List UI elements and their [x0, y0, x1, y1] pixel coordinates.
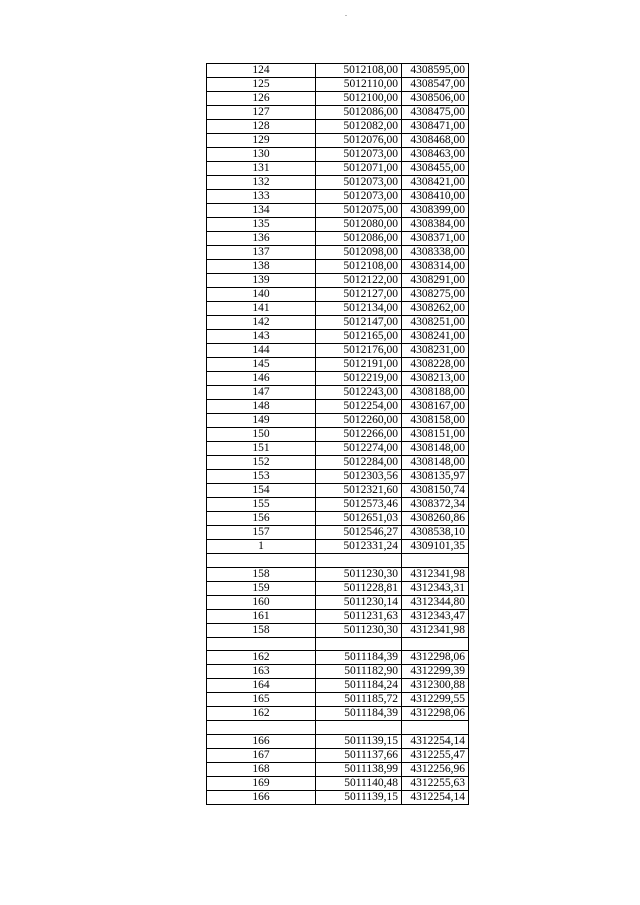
x-coordinate-cell: 5012086,00 [316, 232, 402, 246]
point-number-cell: 147 [207, 386, 316, 400]
point-number-cell: 138 [207, 260, 316, 274]
table-row [207, 358, 469, 372]
y-coordinate-cell: 4312298,06 [402, 651, 469, 665]
point-number-cell: 168 [207, 763, 316, 777]
y-coordinate-cell: 4308595,00 [402, 64, 469, 78]
point-number-cell: 139 [207, 274, 316, 288]
point-number-cell: 155 [207, 498, 316, 512]
x-coordinate-cell: 5012108,00 [316, 260, 402, 274]
table-row [207, 540, 469, 554]
x-coordinate-cell: 5011231,63 [316, 609, 402, 623]
y-coordinate-cell: 4312254,14 [402, 735, 469, 749]
table-row [207, 386, 469, 400]
table-row [207, 623, 469, 637]
coordinates-table [206, 63, 469, 805]
x-coordinate-cell: 5011184,39 [316, 651, 402, 665]
x-coordinate-cell: 5012191,00 [316, 358, 402, 372]
point-number-cell: 162 [207, 651, 316, 665]
point-number-cell: 164 [207, 679, 316, 693]
point-number-cell [207, 554, 316, 568]
point-number-cell: 150 [207, 428, 316, 442]
x-coordinate-cell: 5011185,72 [316, 693, 402, 707]
table-row [207, 148, 469, 162]
point-number-cell: 165 [207, 693, 316, 707]
y-coordinate-cell: 4312344,80 [402, 595, 469, 609]
table-row [207, 330, 469, 344]
point-number-cell: 142 [207, 316, 316, 330]
x-coordinate-cell: 5012110,00 [316, 78, 402, 92]
y-coordinate-cell: 4308384,00 [402, 218, 469, 232]
table-row [207, 176, 469, 190]
table-row [207, 595, 469, 609]
y-coordinate-cell: 4308188,00 [402, 386, 469, 400]
table-row [207, 162, 469, 176]
x-coordinate-cell: 5011139,15 [316, 791, 402, 805]
y-coordinate-cell: 4308262,00 [402, 302, 469, 316]
y-coordinate-cell: 4308475,00 [402, 106, 469, 120]
x-coordinate-cell: 5011230,30 [316, 567, 402, 581]
x-coordinate-cell: 5012165,00 [316, 330, 402, 344]
point-number-cell: 135 [207, 218, 316, 232]
x-coordinate-cell: 5012073,00 [316, 190, 402, 204]
x-coordinate-cell: 5012098,00 [316, 246, 402, 260]
x-coordinate-cell: 5012176,00 [316, 344, 402, 358]
y-coordinate-cell: 4308463,00 [402, 148, 469, 162]
point-number-cell: 140 [207, 288, 316, 302]
table-row [207, 470, 469, 484]
x-coordinate-cell: 5012108,00 [316, 64, 402, 78]
table-row [207, 232, 469, 246]
point-number-cell: 157 [207, 526, 316, 540]
table-row [207, 218, 469, 232]
point-number-cell: 156 [207, 512, 316, 526]
table-row [207, 64, 469, 78]
x-coordinate-cell: 5012274,00 [316, 442, 402, 456]
y-coordinate-cell: 4308314,00 [402, 260, 469, 274]
point-number-cell: 154 [207, 484, 316, 498]
point-number-cell: 134 [207, 204, 316, 218]
table-row [207, 442, 469, 456]
point-number-cell: 1 [207, 540, 316, 554]
table-row [207, 456, 469, 470]
point-number-cell: 163 [207, 665, 316, 679]
point-number-cell: 151 [207, 442, 316, 456]
table-row [207, 581, 469, 595]
x-coordinate-cell: 5011182,90 [316, 665, 402, 679]
table-row [207, 302, 469, 316]
point-number-cell: 166 [207, 791, 316, 805]
table-row [207, 204, 469, 218]
point-number-cell: 132 [207, 176, 316, 190]
table-row [207, 106, 469, 120]
point-number-cell: 144 [207, 344, 316, 358]
x-coordinate-cell: 5012546,27 [316, 526, 402, 540]
x-coordinate-cell: 5011137,66 [316, 749, 402, 763]
point-number-cell: 162 [207, 707, 316, 721]
y-coordinate-cell: 4308150,74 [402, 484, 469, 498]
x-coordinate-cell: 5011230,30 [316, 623, 402, 637]
y-coordinate-cell [402, 554, 469, 568]
x-coordinate-cell: 5012073,00 [316, 148, 402, 162]
point-number-cell: 145 [207, 358, 316, 372]
y-coordinate-cell: 4308251,00 [402, 316, 469, 330]
table-row [207, 400, 469, 414]
x-coordinate-cell: 5012134,00 [316, 302, 402, 316]
table-row [207, 120, 469, 134]
point-number-cell [207, 637, 316, 651]
point-number-cell: 149 [207, 414, 316, 428]
x-coordinate-cell: 5011138,99 [316, 763, 402, 777]
table-row [207, 609, 469, 623]
table-row [207, 777, 469, 791]
y-coordinate-cell: 4312300,88 [402, 679, 469, 693]
scan-speck [345, 15, 347, 16]
point-number-cell: 152 [207, 456, 316, 470]
y-coordinate-cell: 4308421,00 [402, 176, 469, 190]
x-coordinate-cell: 5012122,00 [316, 274, 402, 288]
x-coordinate-cell [316, 637, 402, 651]
y-coordinate-cell: 4308468,00 [402, 134, 469, 148]
point-number-cell: 130 [207, 148, 316, 162]
table-row [207, 134, 469, 148]
y-coordinate-cell: 4308148,00 [402, 456, 469, 470]
table-row [207, 554, 469, 568]
x-coordinate-cell: 5012651,03 [316, 512, 402, 526]
y-coordinate-cell: 4308410,00 [402, 190, 469, 204]
point-number-cell: 141 [207, 302, 316, 316]
coordinates-table-body [207, 64, 469, 805]
y-coordinate-cell: 4308471,00 [402, 120, 469, 134]
x-coordinate-cell: 5012321,60 [316, 484, 402, 498]
x-coordinate-cell: 5012075,00 [316, 204, 402, 218]
x-coordinate-cell: 5011228,81 [316, 581, 402, 595]
y-coordinate-cell: 4308228,00 [402, 358, 469, 372]
y-coordinate-cell: 4308148,00 [402, 442, 469, 456]
x-coordinate-cell: 5012303,56 [316, 470, 402, 484]
y-coordinate-cell: 4312341,98 [402, 567, 469, 581]
y-coordinate-cell: 4312254,14 [402, 791, 469, 805]
table-row [207, 707, 469, 721]
table-row [207, 651, 469, 665]
x-coordinate-cell: 5012331,24 [316, 540, 402, 554]
table-row [207, 78, 469, 92]
y-coordinate-cell: 4312299,39 [402, 665, 469, 679]
y-coordinate-cell: 4308275,00 [402, 288, 469, 302]
y-coordinate-cell: 4312255,47 [402, 749, 469, 763]
table-row [207, 414, 469, 428]
x-coordinate-cell: 5012266,00 [316, 428, 402, 442]
table-row [207, 665, 469, 679]
table-row [207, 92, 469, 106]
y-coordinate-cell: 4308506,00 [402, 92, 469, 106]
y-coordinate-cell: 4308241,00 [402, 330, 469, 344]
point-number-cell: 131 [207, 162, 316, 176]
y-coordinate-cell: 4312299,55 [402, 693, 469, 707]
point-number-cell: 143 [207, 330, 316, 344]
y-coordinate-cell: 4308455,00 [402, 162, 469, 176]
table-row [207, 372, 469, 386]
table-row [207, 246, 469, 260]
y-coordinate-cell: 4308399,00 [402, 204, 469, 218]
point-number-cell: 124 [207, 64, 316, 78]
x-coordinate-cell [316, 721, 402, 735]
table-row [207, 428, 469, 442]
table-row [207, 526, 469, 540]
point-number-cell: 166 [207, 735, 316, 749]
x-coordinate-cell: 5012100,00 [316, 92, 402, 106]
table-row [207, 763, 469, 777]
point-number-cell: 146 [207, 372, 316, 386]
x-coordinate-cell: 5012082,00 [316, 120, 402, 134]
table-row [207, 791, 469, 805]
y-coordinate-cell: 4308135,97 [402, 470, 469, 484]
point-number-cell: 169 [207, 777, 316, 791]
x-coordinate-cell: 5011184,39 [316, 707, 402, 721]
table-row [207, 190, 469, 204]
table-row [207, 679, 469, 693]
x-coordinate-cell: 5011140,48 [316, 777, 402, 791]
table-row [207, 288, 469, 302]
x-coordinate-cell: 5012147,00 [316, 316, 402, 330]
x-coordinate-cell: 5012573,46 [316, 498, 402, 512]
table-row [207, 316, 469, 330]
x-coordinate-cell: 5012260,00 [316, 414, 402, 428]
y-coordinate-cell: 4312343,47 [402, 609, 469, 623]
y-coordinate-cell: 4308291,00 [402, 274, 469, 288]
y-coordinate-cell: 4312341,98 [402, 623, 469, 637]
table-row [207, 274, 469, 288]
table-row [207, 721, 469, 735]
y-coordinate-cell: 4308151,00 [402, 428, 469, 442]
point-number-cell: 129 [207, 134, 316, 148]
point-number-cell: 158 [207, 567, 316, 581]
y-coordinate-cell: 4308231,00 [402, 344, 469, 358]
point-number-cell: 126 [207, 92, 316, 106]
table-row [207, 260, 469, 274]
x-coordinate-cell: 5012219,00 [316, 372, 402, 386]
table-row [207, 512, 469, 526]
y-coordinate-cell [402, 721, 469, 735]
table-row [207, 484, 469, 498]
y-coordinate-cell: 4308260,86 [402, 512, 469, 526]
x-coordinate-cell: 5012076,00 [316, 134, 402, 148]
table-row [207, 344, 469, 358]
y-coordinate-cell: 4308213,00 [402, 372, 469, 386]
x-coordinate-cell: 5012073,00 [316, 176, 402, 190]
point-number-cell: 153 [207, 470, 316, 484]
y-coordinate-cell [402, 637, 469, 651]
x-coordinate-cell: 5012086,00 [316, 106, 402, 120]
x-coordinate-cell: 5012243,00 [316, 386, 402, 400]
y-coordinate-cell: 4308371,00 [402, 232, 469, 246]
y-coordinate-cell: 4312343,31 [402, 581, 469, 595]
x-coordinate-cell: 5012127,00 [316, 288, 402, 302]
y-coordinate-cell: 4308538,10 [402, 526, 469, 540]
y-coordinate-cell: 4308158,00 [402, 414, 469, 428]
point-number-cell [207, 721, 316, 735]
table-row [207, 735, 469, 749]
y-coordinate-cell: 4312298,06 [402, 707, 469, 721]
point-number-cell: 127 [207, 106, 316, 120]
x-coordinate-cell: 5011139,15 [316, 735, 402, 749]
table-row [207, 567, 469, 581]
point-number-cell: 133 [207, 190, 316, 204]
x-coordinate-cell: 5011184,24 [316, 679, 402, 693]
point-number-cell: 158 [207, 623, 316, 637]
point-number-cell: 128 [207, 120, 316, 134]
point-number-cell: 160 [207, 595, 316, 609]
y-coordinate-cell: 4308372,34 [402, 498, 469, 512]
x-coordinate-cell: 5012071,00 [316, 162, 402, 176]
y-coordinate-cell: 4309101,35 [402, 540, 469, 554]
point-number-cell: 159 [207, 581, 316, 595]
point-number-cell: 148 [207, 400, 316, 414]
y-coordinate-cell: 4308547,00 [402, 78, 469, 92]
point-number-cell: 136 [207, 232, 316, 246]
x-coordinate-cell: 5011230,14 [316, 595, 402, 609]
y-coordinate-cell: 4312256,96 [402, 763, 469, 777]
y-coordinate-cell: 4308167,00 [402, 400, 469, 414]
x-coordinate-cell [316, 554, 402, 568]
x-coordinate-cell: 5012284,00 [316, 456, 402, 470]
point-number-cell: 167 [207, 749, 316, 763]
table-row [207, 498, 469, 512]
x-coordinate-cell: 5012254,00 [316, 400, 402, 414]
y-coordinate-cell: 4308338,00 [402, 246, 469, 260]
point-number-cell: 125 [207, 78, 316, 92]
x-coordinate-cell: 5012080,00 [316, 218, 402, 232]
point-number-cell: 161 [207, 609, 316, 623]
table-row [207, 749, 469, 763]
table-row [207, 693, 469, 707]
table-row [207, 637, 469, 651]
point-number-cell: 137 [207, 246, 316, 260]
y-coordinate-cell: 4312255,63 [402, 777, 469, 791]
